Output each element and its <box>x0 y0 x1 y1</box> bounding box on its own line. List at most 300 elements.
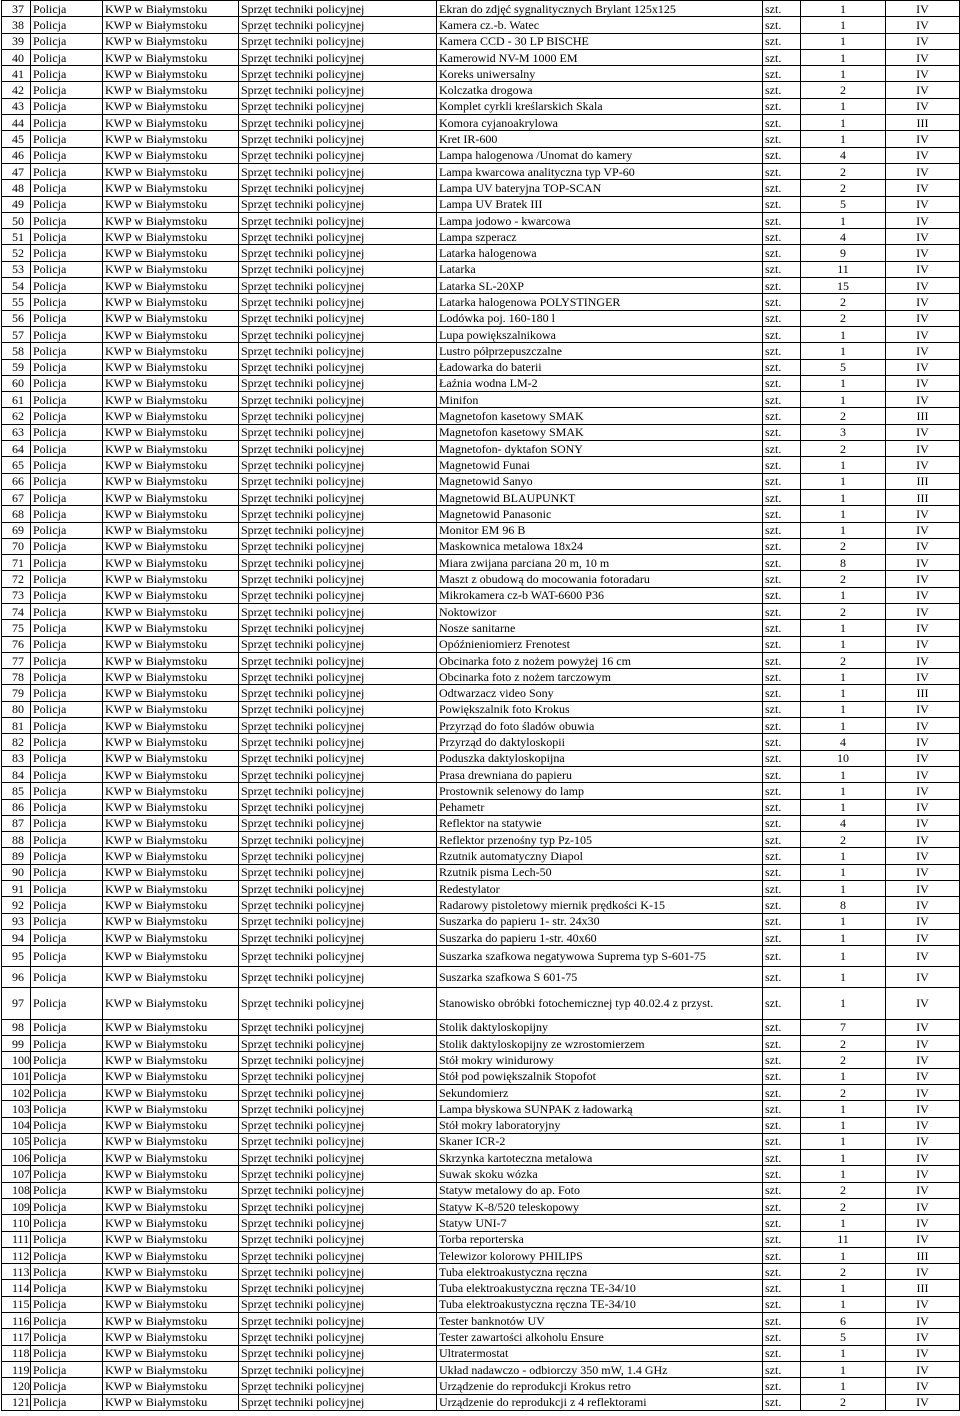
table-row <box>2 636 960 652</box>
cell-category: Sprzęt techniki policyjnej <box>239 988 437 1020</box>
cell-institution: Policja <box>31 897 103 913</box>
cell-unit-measure: szt. <box>763 1068 801 1084</box>
cell-item-name: Obcinarka foto z nożem tarczowym <box>437 669 763 685</box>
cell-category: Sprzęt techniki policyjnej <box>239 881 437 897</box>
cell-quantity: 1 <box>801 1378 886 1394</box>
cell-row-number: 81 <box>2 718 31 734</box>
table-row <box>2 1198 960 1214</box>
table-row <box>2 343 960 359</box>
table-row <box>2 326 960 342</box>
cell-row-number: 45 <box>2 131 31 147</box>
table-row <box>2 278 960 294</box>
cell-institution: Policja <box>31 457 103 473</box>
cell-quantity: 2 <box>801 832 886 848</box>
cell-category: Sprzęt techniki policyjnej <box>239 652 437 668</box>
table-row <box>2 1361 960 1377</box>
cell-unit-measure: szt. <box>763 212 801 228</box>
cell-quantity: 1 <box>801 718 886 734</box>
table-row <box>2 946 960 967</box>
cell-class: IV <box>886 457 960 473</box>
cell-item-name: Prostownik selenowy do lamp <box>437 783 763 799</box>
cell-unit-measure: szt. <box>763 506 801 522</box>
cell-item-name: Kamerowid NV-M 1000 EM <box>437 49 763 65</box>
cell-class: IV <box>886 1264 960 1280</box>
cell-unit-measure: szt. <box>763 261 801 277</box>
cell-row-number: 78 <box>2 669 31 685</box>
cell-institution: Policja <box>31 1378 103 1394</box>
cell-unit-measure: szt. <box>763 571 801 587</box>
cell-institution: Policja <box>31 441 103 457</box>
cell-unit: KWP w Białymstoku <box>103 1198 239 1214</box>
cell-category: Sprzęt techniki policyjnej <box>239 669 437 685</box>
cell-category: Sprzęt techniki policyjnej <box>239 1133 437 1149</box>
table-row <box>2 701 960 717</box>
cell-class: IV <box>886 815 960 831</box>
cell-quantity: 2 <box>801 571 886 587</box>
cell-unit: KWP w Białymstoku <box>103 848 239 864</box>
cell-class: IV <box>886 929 960 945</box>
cell-row-number: 50 <box>2 212 31 228</box>
cell-institution: Policja <box>31 522 103 538</box>
cell-class: IV <box>886 1378 960 1394</box>
cell-institution: Policja <box>31 229 103 245</box>
cell-unit-measure: szt. <box>763 1019 801 1035</box>
table-row <box>2 457 960 473</box>
table-row <box>2 506 960 522</box>
cell-class: IV <box>886 669 960 685</box>
cell-unit-measure: szt. <box>763 294 801 310</box>
cell-category: Sprzęt techniki policyjnej <box>239 848 437 864</box>
cell-class: IV <box>886 66 960 82</box>
cell-quantity: 10 <box>801 750 886 766</box>
table-row <box>2 1084 960 1100</box>
cell-item-name: Opóźnieniomierz Frenotest <box>437 636 763 652</box>
cell-quantity: 1 <box>801 929 886 945</box>
cell-class: IV <box>886 701 960 717</box>
table-row <box>2 685 960 701</box>
cell-class: IV <box>886 571 960 587</box>
cell-quantity: 15 <box>801 278 886 294</box>
cell-unit: KWP w Białymstoku <box>103 988 239 1020</box>
cell-item-name: Magnetowid Sanyo <box>437 473 763 489</box>
cell-institution: Policja <box>31 734 103 750</box>
cell-category: Sprzęt techniki policyjnej <box>239 1313 437 1329</box>
cell-class: IV <box>886 424 960 440</box>
cell-row-number: 110 <box>2 1215 31 1231</box>
cell-unit: KWP w Białymstoku <box>103 17 239 33</box>
cell-item-name: Telewizor kolorowy PHILIPS <box>437 1247 763 1263</box>
cell-row-number: 77 <box>2 652 31 668</box>
cell-institution: Policja <box>31 278 103 294</box>
cell-category: Sprzęt techniki policyjnej <box>239 1247 437 1263</box>
cell-row-number: 75 <box>2 620 31 636</box>
cell-row-number: 99 <box>2 1036 31 1052</box>
cell-unit: KWP w Białymstoku <box>103 408 239 424</box>
cell-category: Sprzęt techniki policyjnej <box>239 1019 437 1035</box>
cell-class: III <box>886 1247 960 1263</box>
cell-quantity: 1 <box>801 506 886 522</box>
table-row <box>2 669 960 685</box>
cell-category: Sprzęt techniki policyjnej <box>239 1231 437 1247</box>
cell-category: Sprzęt techniki policyjnej <box>239 1150 437 1166</box>
cell-unit-measure: szt. <box>763 1296 801 1312</box>
cell-category: Sprzęt techniki policyjnej <box>239 1101 437 1117</box>
cell-quantity: 2 <box>801 310 886 326</box>
cell-institution: Policja <box>31 1280 103 1296</box>
cell-row-number: 84 <box>2 766 31 782</box>
cell-unit: KWP w Białymstoku <box>103 636 239 652</box>
cell-quantity: 2 <box>801 163 886 179</box>
cell-quantity: 1 <box>801 33 886 49</box>
cell-row-number: 73 <box>2 587 31 603</box>
cell-class: IV <box>886 49 960 65</box>
cell-unit-measure: szt. <box>763 163 801 179</box>
cell-item-name: Lampa UV bateryjna TOP-SCAN <box>437 180 763 196</box>
cell-row-number: 47 <box>2 163 31 179</box>
cell-institution: Policja <box>31 1296 103 1312</box>
cell-unit: KWP w Białymstoku <box>103 375 239 391</box>
cell-unit-measure: szt. <box>763 66 801 82</box>
cell-row-number: 54 <box>2 278 31 294</box>
cell-category: Sprzęt techniki policyjnej <box>239 375 437 391</box>
cell-quantity: 2 <box>801 652 886 668</box>
cell-quantity: 1 <box>801 1280 886 1296</box>
cell-class: IV <box>886 180 960 196</box>
cell-unit-measure: szt. <box>763 375 801 391</box>
cell-class: IV <box>886 245 960 261</box>
cell-unit-measure: szt. <box>763 1198 801 1214</box>
cell-row-number: 67 <box>2 489 31 505</box>
table-row <box>2 261 960 277</box>
cell-unit-measure: szt. <box>763 988 801 1020</box>
cell-unit: KWP w Białymstoku <box>103 1280 239 1296</box>
cell-unit-measure: szt. <box>763 180 801 196</box>
cell-institution: Policja <box>31 652 103 668</box>
cell-unit: KWP w Białymstoku <box>103 196 239 212</box>
cell-unit-measure: szt. <box>763 799 801 815</box>
cell-item-name: Magnetofon kasetowy SMAK <box>437 408 763 424</box>
cell-institution: Policja <box>31 49 103 65</box>
cell-unit: KWP w Białymstoku <box>103 620 239 636</box>
cell-unit: KWP w Białymstoku <box>103 1313 239 1329</box>
cell-quantity: 2 <box>801 603 886 619</box>
cell-quantity: 1 <box>801 864 886 880</box>
cell-quantity: 1 <box>801 1345 886 1361</box>
cell-category: Sprzęt techniki policyjnej <box>239 864 437 880</box>
cell-unit: KWP w Białymstoku <box>103 1182 239 1198</box>
cell-unit-measure: szt. <box>763 1280 801 1296</box>
cell-class: IV <box>886 832 960 848</box>
cell-category: Sprzęt techniki policyjnej <box>239 913 437 929</box>
cell-unit-measure: szt. <box>763 929 801 945</box>
cell-unit: KWP w Białymstoku <box>103 1117 239 1133</box>
table-row <box>2 1264 960 1280</box>
cell-quantity: 9 <box>801 245 886 261</box>
cell-class: III <box>886 685 960 701</box>
table-row <box>2 1296 960 1312</box>
cell-institution: Policja <box>31 946 103 967</box>
cell-item-name: Maskownica metalowa 18x24 <box>437 538 763 554</box>
table-row <box>2 897 960 913</box>
cell-unit-measure: szt. <box>763 750 801 766</box>
cell-class: IV <box>886 1019 960 1035</box>
cell-class: IV <box>886 359 960 375</box>
cell-item-name: Suwak skoku wózka <box>437 1166 763 1182</box>
cell-item-name: Łaźnia wodna LM-2 <box>437 375 763 391</box>
cell-category: Sprzęt techniki policyjnej <box>239 685 437 701</box>
cell-institution: Policja <box>31 1231 103 1247</box>
cell-row-number: 103 <box>2 1101 31 1117</box>
cell-quantity: 1 <box>801 212 886 228</box>
cell-item-name: Stół pod powiększalnik Stopofot <box>437 1068 763 1084</box>
cell-quantity: 1 <box>801 799 886 815</box>
cell-institution: Policja <box>31 245 103 261</box>
cell-unit: KWP w Białymstoku <box>103 587 239 603</box>
cell-item-name: Skaner ICR-2 <box>437 1133 763 1149</box>
cell-unit-measure: szt. <box>763 473 801 489</box>
cell-category: Sprzęt techniki policyjnej <box>239 473 437 489</box>
cell-quantity: 1 <box>801 326 886 342</box>
cell-class: IV <box>886 343 960 359</box>
cell-institution: Policja <box>31 1215 103 1231</box>
table-row <box>2 1133 960 1149</box>
cell-item-name: Lampa UV Bratek III <box>437 196 763 212</box>
cell-category: Sprzęt techniki policyjnej <box>239 17 437 33</box>
cell-unit: KWP w Białymstoku <box>103 229 239 245</box>
table-row <box>2 603 960 619</box>
cell-institution: Policja <box>31 1133 103 1149</box>
cell-unit: KWP w Białymstoku <box>103 799 239 815</box>
cell-unit-measure: szt. <box>763 310 801 326</box>
cell-category: Sprzęt techniki policyjnej <box>239 620 437 636</box>
cell-quantity: 3 <box>801 424 886 440</box>
cell-class: IV <box>886 1182 960 1198</box>
cell-institution: Policja <box>31 180 103 196</box>
cell-row-number: 46 <box>2 147 31 163</box>
cell-quantity: 1 <box>801 1068 886 1084</box>
cell-row-number: 104 <box>2 1117 31 1133</box>
cell-class: IV <box>886 392 960 408</box>
cell-item-name: Magnetofon kasetowy SMAK <box>437 424 763 440</box>
cell-class: IV <box>886 620 960 636</box>
cell-row-number: 85 <box>2 783 31 799</box>
table-row <box>2 620 960 636</box>
cell-category: Sprzęt techniki policyjnej <box>239 115 437 131</box>
cell-unit: KWP w Białymstoku <box>103 1345 239 1361</box>
cell-quantity: 1 <box>801 685 886 701</box>
cell-row-number: 68 <box>2 506 31 522</box>
cell-row-number: 113 <box>2 1264 31 1280</box>
cell-item-name: Kamera CCD - 30 LP BISCHE <box>437 33 763 49</box>
table-row <box>2 1150 960 1166</box>
cell-category: Sprzęt techniki policyjnej <box>239 49 437 65</box>
cell-class: IV <box>886 196 960 212</box>
cell-item-name: Magnetowid Funai <box>437 457 763 473</box>
cell-class: IV <box>886 212 960 228</box>
cell-unit: KWP w Białymstoku <box>103 555 239 571</box>
cell-category: Sprzęt techniki policyjnej <box>239 359 437 375</box>
cell-institution: Policja <box>31 1182 103 1198</box>
cell-class: IV <box>886 1133 960 1149</box>
cell-institution: Policja <box>31 718 103 734</box>
cell-item-name: Kolczatka drogowa <box>437 82 763 98</box>
cell-class: IV <box>886 799 960 815</box>
cell-category: Sprzęt techniki policyjnej <box>239 1329 437 1345</box>
cell-quantity: 1 <box>801 1133 886 1149</box>
cell-unit: KWP w Białymstoku <box>103 734 239 750</box>
cell-item-name: Tuba elektroakustyczna ręczna TE-34/10 <box>437 1280 763 1296</box>
cell-item-name: Prasa drewniana do papieru <box>437 766 763 782</box>
cell-unit-measure: szt. <box>763 1247 801 1263</box>
cell-class: IV <box>886 82 960 98</box>
cell-institution: Policja <box>31 1313 103 1329</box>
cell-unit: KWP w Białymstoku <box>103 1215 239 1231</box>
cell-row-number: 89 <box>2 848 31 864</box>
cell-row-number: 92 <box>2 897 31 913</box>
cell-unit-measure: szt. <box>763 636 801 652</box>
table-row <box>2 1068 960 1084</box>
cell-quantity: 4 <box>801 147 886 163</box>
cell-quantity: 1 <box>801 49 886 65</box>
cell-row-number: 86 <box>2 799 31 815</box>
cell-institution: Policja <box>31 1247 103 1263</box>
table-row <box>2 1182 960 1198</box>
cell-class: IV <box>886 988 960 1020</box>
cell-class: IV <box>886 1 960 17</box>
cell-unit-measure: szt. <box>763 343 801 359</box>
cell-institution: Policja <box>31 1345 103 1361</box>
cell-item-name: Statyw K-8/520 teleskopowy <box>437 1198 763 1214</box>
cell-row-number: 82 <box>2 734 31 750</box>
table-row <box>2 913 960 929</box>
cell-item-name: Ekran do zdjęć sygnalitycznych Brylant 125x125 <box>437 1 763 17</box>
cell-class: IV <box>886 163 960 179</box>
cell-institution: Policja <box>31 750 103 766</box>
cell-unit-measure: szt. <box>763 1052 801 1068</box>
cell-unit-measure: szt. <box>763 49 801 65</box>
cell-item-name: Redestylator <box>437 881 763 897</box>
cell-row-number: 41 <box>2 66 31 82</box>
cell-category: Sprzęt techniki policyjnej <box>239 310 437 326</box>
table-row <box>2 1117 960 1133</box>
cell-category: Sprzęt techniki policyjnej <box>239 1264 437 1280</box>
cell-unit-measure: szt. <box>763 245 801 261</box>
cell-row-number: 52 <box>2 245 31 261</box>
cell-row-number: 40 <box>2 49 31 65</box>
cell-item-name: Torba reporterska <box>437 1231 763 1247</box>
cell-institution: Policja <box>31 799 103 815</box>
cell-quantity: 2 <box>801 1084 886 1100</box>
cell-unit: KWP w Białymstoku <box>103 163 239 179</box>
cell-category: Sprzęt techniki policyjnej <box>239 1036 437 1052</box>
cell-unit: KWP w Białymstoku <box>103 913 239 929</box>
cell-row-number: 116 <box>2 1313 31 1329</box>
cell-unit: KWP w Białymstoku <box>103 685 239 701</box>
cell-category: Sprzęt techniki policyjnej <box>239 82 437 98</box>
cell-class: IV <box>886 1084 960 1100</box>
cell-institution: Policja <box>31 685 103 701</box>
cell-item-name: Tester banknotów UV <box>437 1313 763 1329</box>
cell-row-number: 111 <box>2 1231 31 1247</box>
cell-institution: Policja <box>31 1150 103 1166</box>
cell-unit-measure: szt. <box>763 620 801 636</box>
cell-quantity: 1 <box>801 1150 886 1166</box>
cell-unit-measure: szt. <box>763 424 801 440</box>
cell-category: Sprzęt techniki policyjnej <box>239 571 437 587</box>
cell-item-name: Minifon <box>437 392 763 408</box>
cell-unit-measure: szt. <box>763 1166 801 1182</box>
cell-quantity: 4 <box>801 815 886 831</box>
cell-item-name: Stolik daktyloskopijny <box>437 1019 763 1035</box>
cell-institution: Policja <box>31 1361 103 1377</box>
cell-institution: Policja <box>31 848 103 864</box>
cell-item-name: Lampa szperacz <box>437 229 763 245</box>
cell-item-name: Maszt z obudową do mocowania fotoradaru <box>437 571 763 587</box>
cell-institution: Policja <box>31 1394 103 1410</box>
table-row <box>2 229 960 245</box>
cell-category: Sprzęt techniki policyjnej <box>239 734 437 750</box>
table-row <box>2 17 960 33</box>
cell-quantity: 1 <box>801 131 886 147</box>
table-row <box>2 815 960 831</box>
cell-item-name: Suszarka do papieru 1-str. 40x60 <box>437 929 763 945</box>
cell-institution: Policja <box>31 17 103 33</box>
cell-category: Sprzęt techniki policyjnej <box>239 1280 437 1296</box>
table-row <box>2 571 960 587</box>
cell-item-name: Lustro półprzepuszczalne <box>437 343 763 359</box>
table-row <box>2 1036 960 1052</box>
cell-unit-measure: szt. <box>763 522 801 538</box>
cell-class: IV <box>886 1036 960 1052</box>
cell-class: IV <box>886 636 960 652</box>
cell-institution: Policja <box>31 1264 103 1280</box>
cell-quantity: 5 <box>801 1329 886 1345</box>
cell-quantity: 1 <box>801 1166 886 1182</box>
cell-item-name: Monitor EM 96 B <box>437 522 763 538</box>
table-row <box>2 424 960 440</box>
cell-unit: KWP w Białymstoku <box>103 1019 239 1035</box>
cell-institution: Policja <box>31 196 103 212</box>
cell-item-name: Pehametr <box>437 799 763 815</box>
cell-row-number: 94 <box>2 929 31 945</box>
cell-institution: Policja <box>31 1052 103 1068</box>
cell-class: IV <box>886 326 960 342</box>
cell-unit: KWP w Białymstoku <box>103 718 239 734</box>
cell-class: IV <box>886 864 960 880</box>
cell-unit-measure: szt. <box>763 946 801 967</box>
cell-unit-measure: szt. <box>763 734 801 750</box>
cell-item-name: Lupa powiększalnikowa <box>437 326 763 342</box>
cell-institution: Policja <box>31 1329 103 1345</box>
cell-unit-measure: szt. <box>763 1313 801 1329</box>
cell-quantity: 1 <box>801 766 886 782</box>
cell-class: IV <box>886 1101 960 1117</box>
cell-institution: Policja <box>31 66 103 82</box>
cell-unit: KWP w Białymstoku <box>103 98 239 114</box>
cell-unit: KWP w Białymstoku <box>103 603 239 619</box>
table-row <box>2 408 960 424</box>
cell-institution: Policja <box>31 1036 103 1052</box>
cell-unit-measure: szt. <box>763 1378 801 1394</box>
cell-category: Sprzęt techniki policyjnej <box>239 538 437 554</box>
cell-unit-measure: szt. <box>763 783 801 799</box>
cell-category: Sprzęt techniki policyjnej <box>239 1052 437 1068</box>
cell-unit-measure: szt. <box>763 603 801 619</box>
cell-institution: Policja <box>31 1019 103 1035</box>
cell-unit: KWP w Białymstoku <box>103 1247 239 1263</box>
cell-institution: Policja <box>31 636 103 652</box>
cell-unit: KWP w Białymstoku <box>103 506 239 522</box>
